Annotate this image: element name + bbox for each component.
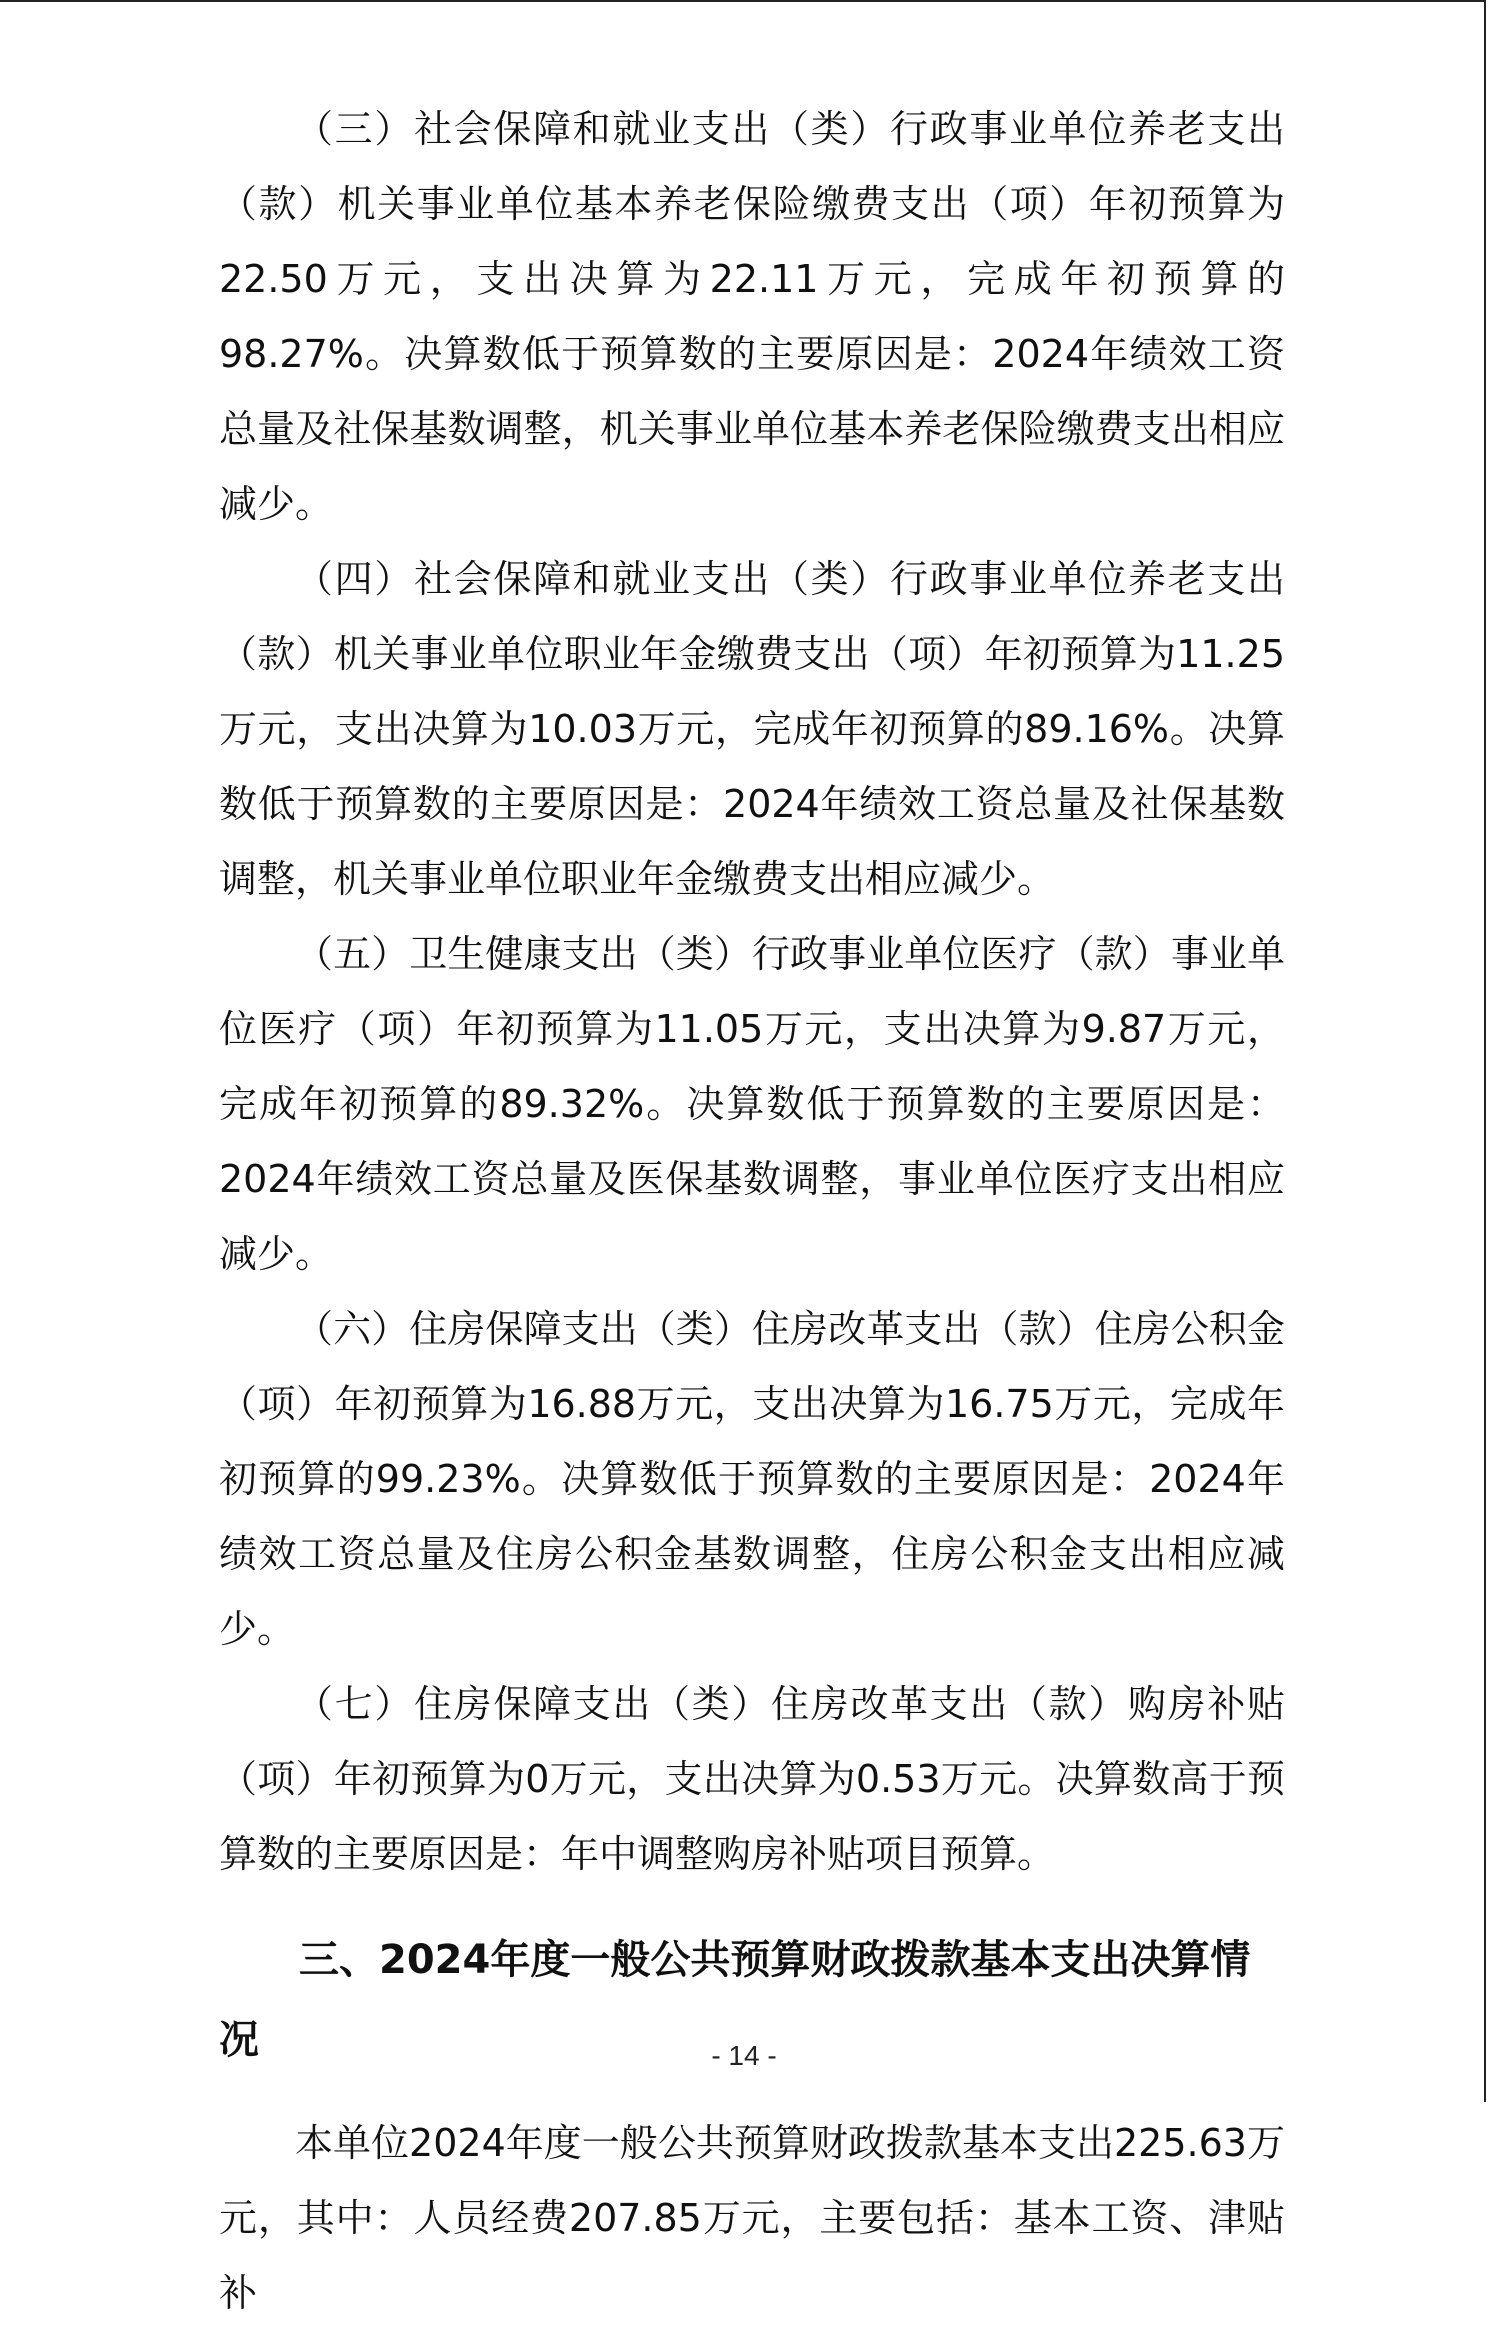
page-number: - 14 - [711, 2040, 777, 2071]
paragraph-item-6: （六）住房保障支出（类）住房改革支出（款）住房公积金（项）年初预算为16.88万元，支出决算为16.75万元，完成年初预算的99.23%。决算数低于预算数的主要原因是：2024年绩效工资总量及住房公积金基数调整，住房公积金支出相应减少。 [219, 1307, 1285, 1651]
paragraph-item-5: （五）卫生健康支出（类）行政事业单位医疗（款）事业单位医疗（项）年初预算为11.05万元，支出决算为9.87万元，完成年初预算的89.32%。决算数低于预算数的主要原因是：2024年绩效工资总量及医保基数调整，事业单位医疗支出相应减少。 [219, 932, 1285, 1276]
paragraph-item-4: （四）社会保障和就业支出（类）行政事业单位养老支出（款）机关事业单位职业年金缴费支出（项）年初预算为11.25万元，支出决算为10.03万元，完成年初预算的89.16%。决算数低于预算数的主要原因是：2024年绩效工资总量及社保基数调整，机关事业单位职业年金缴费支出相应减少。 [219, 557, 1285, 901]
section-heading: 三、2024年度一般公共预算财政拨款基本支出决算情况 [219, 1937, 1251, 2063]
section-body-paragraph: 本单位2024年度一般公共预算财政拨款基本支出225.63万元，其中：人员经费207.85万元，主要包括：基本工资、津贴补 [219, 2121, 1285, 2315]
document-body [219, 92, 1285, 2331]
paragraph-item-7: （七）住房保障支出（类）住房改革支出（款）购房补贴（项）年初预算为0万元，支出决算为0.53万元。决算数高于预算数的主要原因是：年中调整购房补贴项目预算。 [219, 1682, 1285, 1876]
paragraph-item-3: （三）社会保障和就业支出（类）行政事业单位养老支出（款）机关事业单位基本养老保险缴费支出（项）年初预算为22.50万元，支出决算为22.11万元，完成年初预算的98.27%。决算数低于预算数的主要原因是：2024年绩效工资总量及社保基数调整，机关事业单位基本养老保险缴费支出相应减少。 [219, 107, 1285, 526]
